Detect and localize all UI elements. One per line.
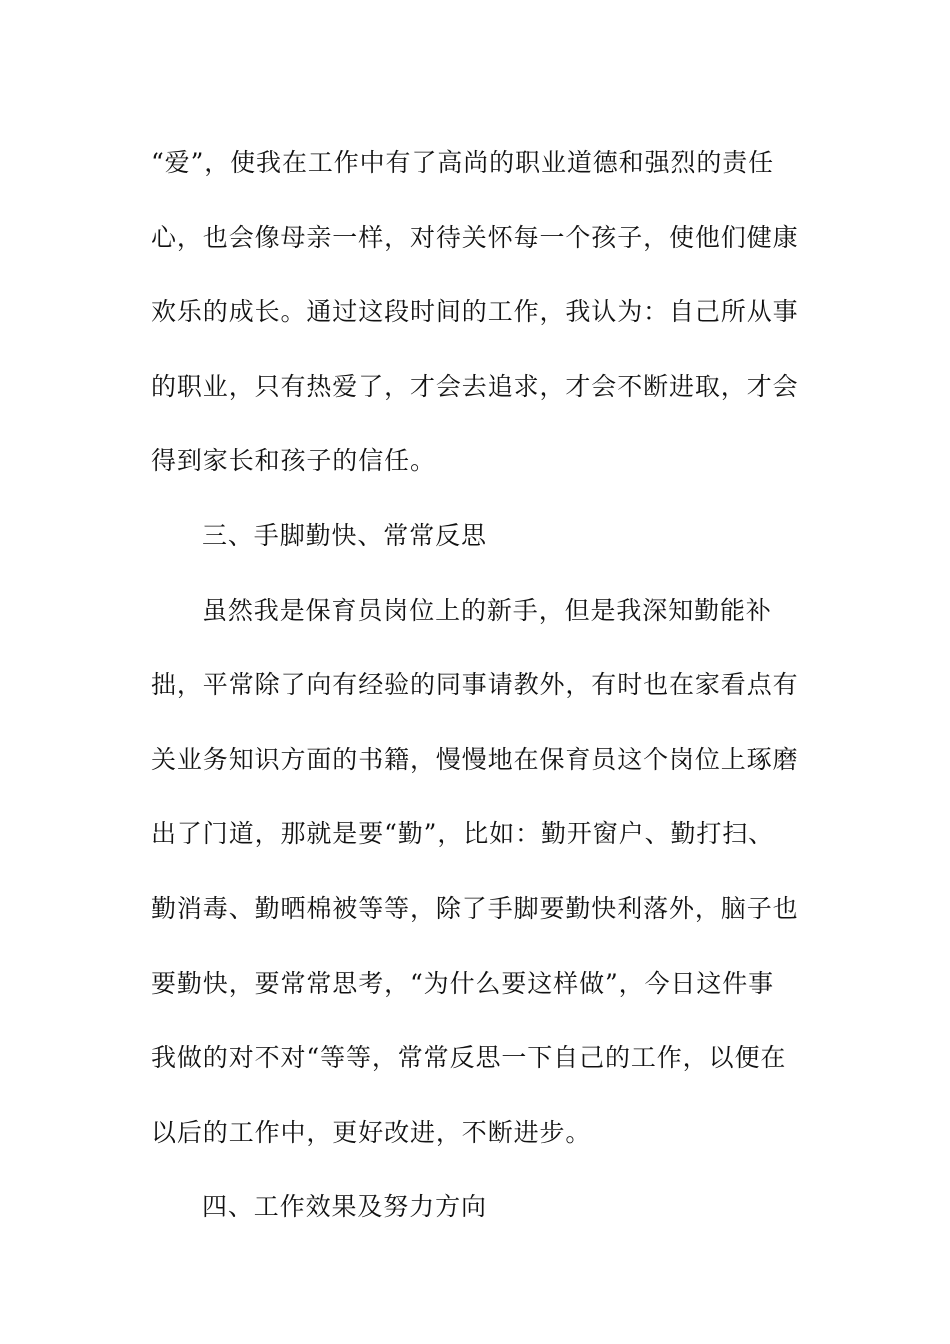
paragraph-line: 我做的对不对“等等，常常反思一下自己的工作，以便在 xyxy=(151,1043,787,1073)
section-heading: 三、手脚勤快、常常反思 xyxy=(202,520,487,550)
paragraph-line: 拙，平常除了向有经验的同事请教外，有时也在家看点有 xyxy=(151,670,799,700)
paragraph-line: 勤消毒、勤晒棉被等等，除了手脚要勤快利落外，脑子也 xyxy=(151,893,799,923)
paragraph-line: 得到家长和孩子的信任。 xyxy=(151,446,436,476)
paragraph-line: “爱”，使我在工作中有了高尚的职业道德和强烈的责任 xyxy=(151,148,775,177)
paragraph-line: 的职业，只有热爱了，才会去追求，才会不断进取，才会 xyxy=(151,371,799,401)
paragraph-line: 出了门道，那就是要“勤”，比如：勤开窗户、勤打扫、 xyxy=(151,819,775,849)
paragraph-line: 虽然我是保育员岗位上的新手，但是我深知勤能补 xyxy=(202,595,772,625)
paragraph-line: 心，也会像母亲一样，对待关怀每一个孩子，使他们健康 xyxy=(151,222,799,252)
paragraph-line: 要勤快，要常常思考，“为什么要这样做”，今日这件事 xyxy=(151,968,775,998)
document-body xyxy=(151,126,799,1245)
paragraph-line: 欢乐的成长。通过这段时间的工作，我认为：自己所从事 xyxy=(151,297,799,327)
paragraph-line: 以后的工作中，更好改进，不断进步。 xyxy=(151,1117,592,1147)
paragraph-line: 关业务知识方面的书籍，慢慢地在保育员这个岗位上琢磨 xyxy=(151,744,799,774)
section-heading: 四、工作效果及努力方向 xyxy=(202,1192,487,1222)
